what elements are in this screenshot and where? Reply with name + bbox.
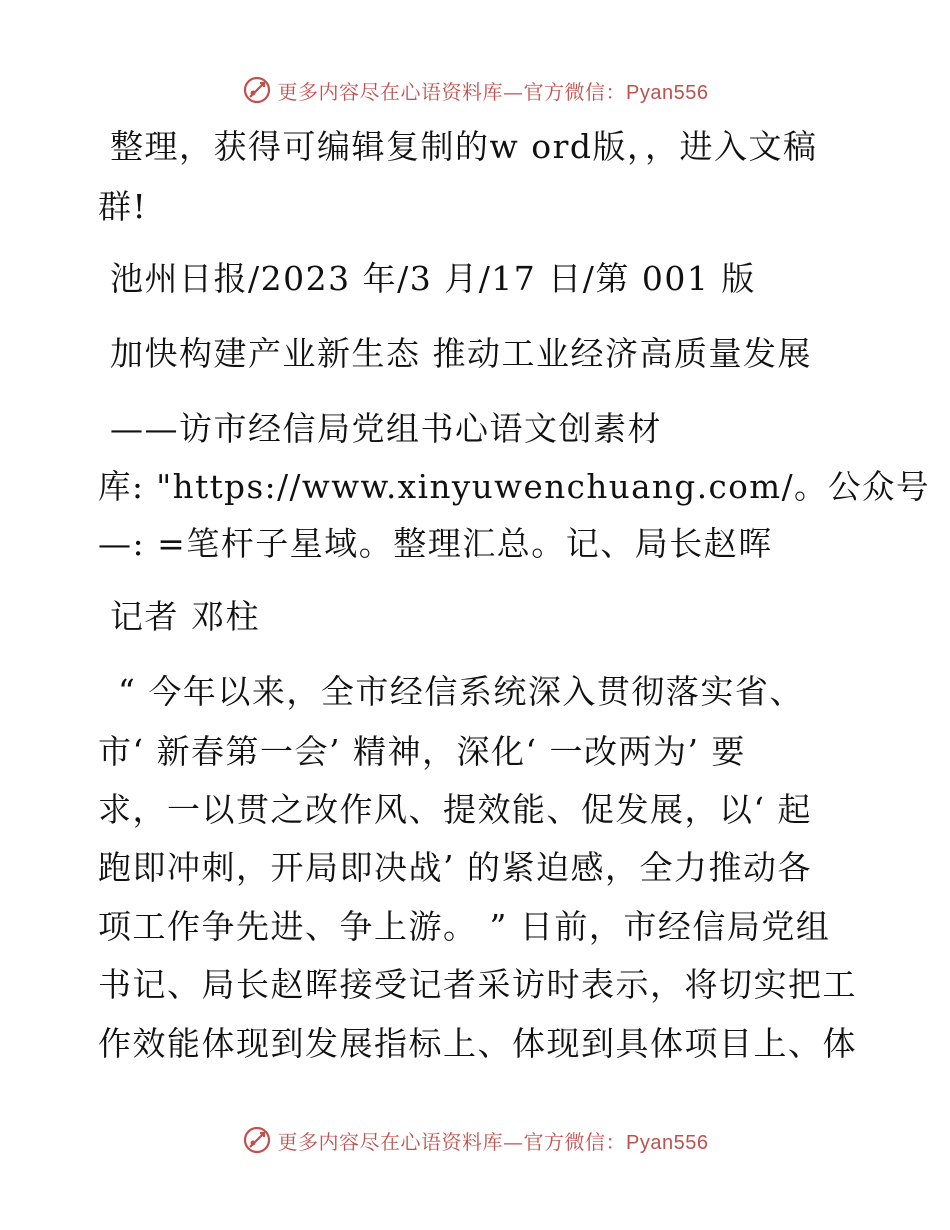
source-line: 池州日报/2023 年/3 月/17 日/第 001 版 <box>110 259 756 298</box>
paragraph-line: 求，一以贯之改作风、提效能、促发展，以‘ 起 <box>98 790 812 829</box>
paragraph-line: 书记、局长赵晖接受记者采访时表示，将切实把工 <box>98 965 857 1004</box>
header-banner <box>0 70 950 110</box>
subheadline-line-3: —: =笔杆子星域。整理汇总。记、局长赵晖 <box>98 524 773 563</box>
headline: 加快构建产业新生态 推动工业经济高质量发展 <box>110 334 812 373</box>
quill-seal-icon <box>242 1125 272 1155</box>
byline: 记者 邓柱 <box>110 597 260 636</box>
subheadline-line-2: 库: "https://www.xinyuwenchuang.com/。公众号 <box>98 467 930 506</box>
intro-line-2: 群! <box>98 187 148 226</box>
paragraph-line: 跑即冲刺，开局即决战’ 的紧迫感，全力推动各 <box>98 848 812 887</box>
paragraph-line: 作效能体现到发展指标上、体现到具体项目上、体 <box>98 1024 857 1063</box>
paragraph-line: 市‘ 新春第一会’ 精神，深化‘ 一改两为’ 要 <box>98 732 746 771</box>
paragraph-line: “ 今年以来，全市经信系统深入贯彻落实省、 <box>118 672 804 711</box>
footer-banner <box>0 1120 950 1160</box>
intro-line-1: 整理，获得可编辑复制的w ord版，，进入文稿 <box>110 127 818 166</box>
footer-banner-text: 更多内容尽在心语资料库—官方微信：Pyan556 <box>277 1129 709 1154</box>
wechat-id: Pyan556 <box>626 1131 709 1154</box>
quill-seal-icon <box>242 75 272 105</box>
subheadline-line-1: ——访市经信局党组书心语文创素材 <box>110 409 662 448</box>
paragraph-line: 项工作争先进、争上游。 ” 日前，市经信局党组 <box>98 907 831 946</box>
header-banner-text: 更多内容尽在心语资料库—官方微信：Pyan556 <box>277 79 709 104</box>
wechat-id: Pyan556 <box>626 81 709 104</box>
